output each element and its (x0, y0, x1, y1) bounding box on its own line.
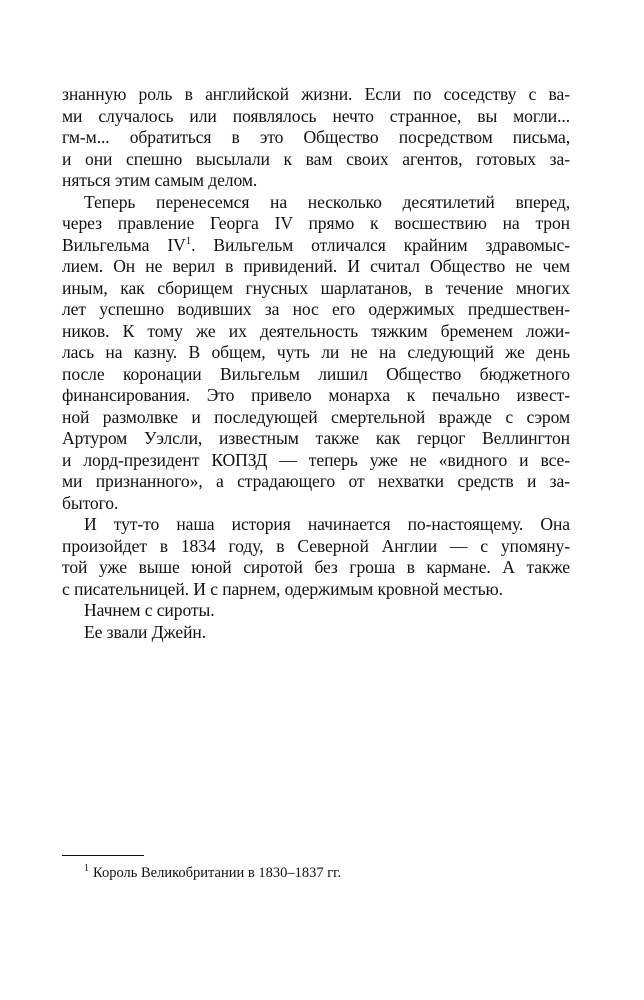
text-line: через правление Георга IV прямо к восшествию на трон (62, 213, 570, 233)
text-line (62, 235, 570, 257)
text-segment: . Вильгельм отличался крайним здравомыс- (191, 234, 570, 255)
text-line: ми признанного», а страдающего от нехватки средств и за- (62, 471, 570, 491)
paragraph (62, 622, 570, 644)
text-line: иным, как сборищем гнусных шарлатанов, в течение многих (62, 277, 570, 298)
paragraph (62, 192, 570, 515)
text-line: и лорд-президент КОПЗД — теперь уже не «видного и все- (62, 449, 570, 470)
footnote-reference[interactable]: 1 (185, 234, 192, 247)
text-line: той уже выше юной сиротой без гроша в кармане. А также (62, 557, 570, 577)
footnote-text: Король Великобритании в 1830–1837 гг. (93, 865, 342, 881)
footnote-divider (62, 855, 144, 856)
footnote-number: 1 (84, 863, 89, 875)
text-line: произойдет в 1834 году, в Северной Англии — с упомяну- (62, 535, 570, 556)
page-body (62, 84, 570, 643)
text-line: лась на казну. В общем, чуть ли не на следующий же день (62, 342, 570, 362)
paragraph (62, 600, 570, 622)
text-line: знанную роль в английской жизни. Если по соседству с ва- (62, 84, 570, 104)
text-line: ной размолвке и последующей смертельной вражде с сэром (62, 406, 570, 427)
text-line: с писательницей. И с парнем, одержимым кровной местью. (62, 578, 503, 599)
text-line: гм-м... обратиться в это Общество посредством письма, (62, 127, 570, 147)
text-line: Теперь перенесемся на несколько десятилетий вперед, (84, 191, 570, 212)
paragraph (62, 84, 570, 192)
text-line: и они спешно высылали к вам своих агентов, готовых за- (62, 148, 570, 169)
text-line: лет успешно водивших за нос его одержимых предшествен- (62, 299, 570, 319)
footnote (84, 864, 341, 882)
paragraph (62, 514, 570, 600)
text-segment: Вильгельма IV (62, 234, 186, 255)
text-line: лием. Он не верил в привидений. И считал Общество не чем (62, 256, 570, 276)
text-line: Начнем с сироты. (84, 600, 215, 620)
text-line: ников. К тому же их деятельность тяжким бременем ложи- (62, 320, 570, 341)
text-line: финансирования. Это привело монарха к печально извест- (62, 385, 570, 405)
text-line: бытого. (62, 492, 119, 513)
text-line: няться этим самым делом. (62, 170, 258, 190)
text-line: Артуром Уэлсли, известным также как герцог Веллингтон (62, 428, 570, 448)
text-line: ми случалось или появлялось нечто странное, вы могли... (62, 105, 570, 126)
text-line: И тут-то наша история начинается по-настоящему. Она (84, 514, 570, 534)
text-line: Ее звали Джейн. (84, 621, 206, 642)
text-line: после коронации Вильгельм лишил Общество бюджетного (62, 363, 570, 384)
